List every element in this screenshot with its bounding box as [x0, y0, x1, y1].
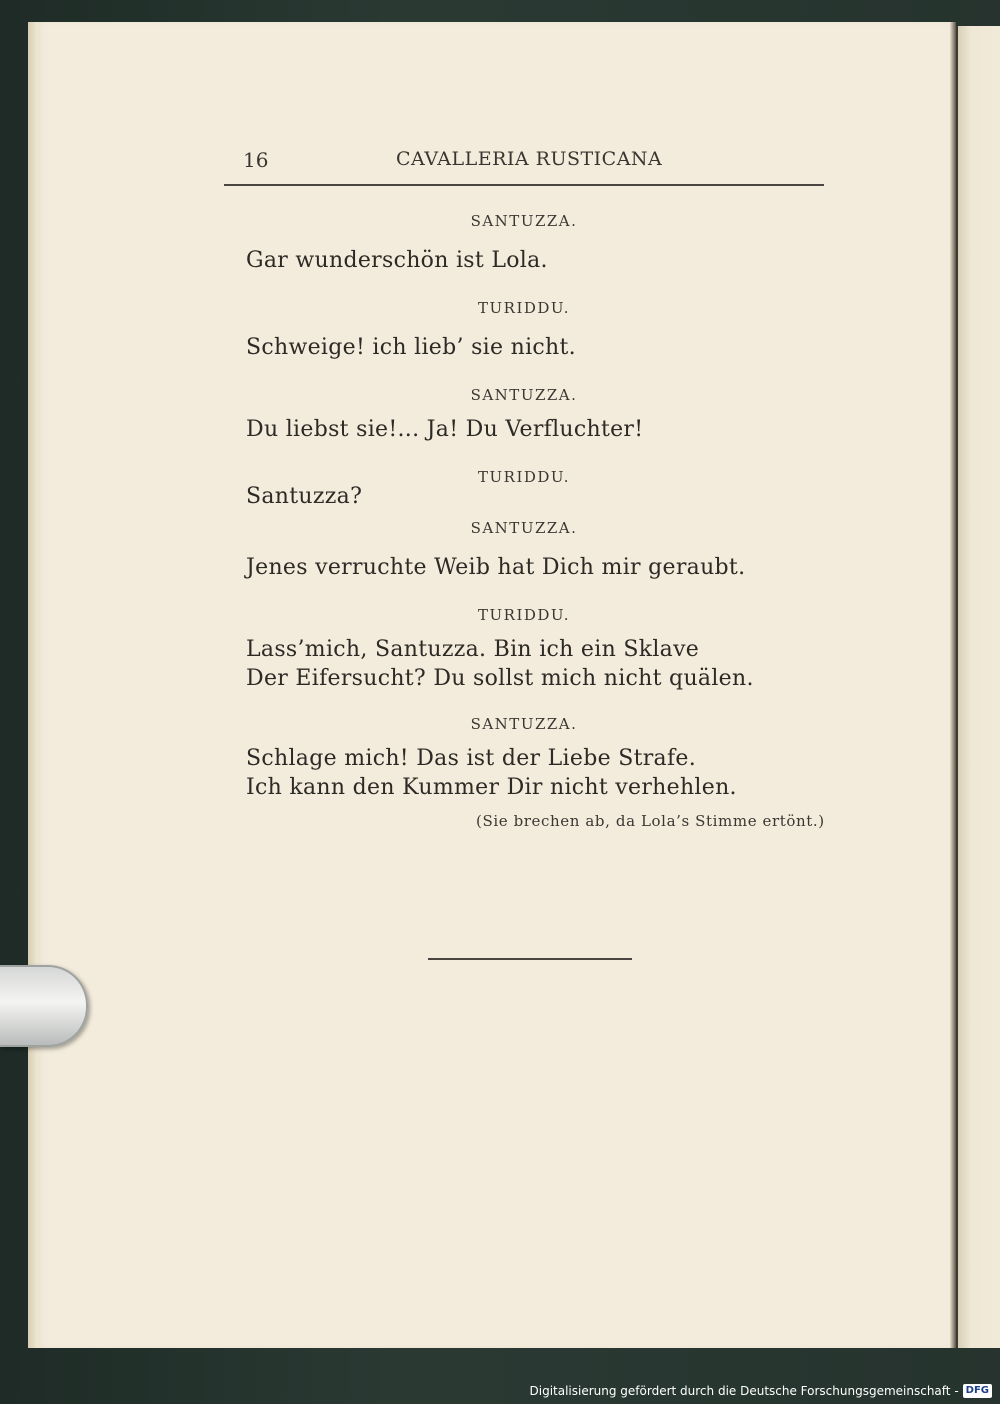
speaker-label: TURIDDU. [478, 468, 570, 486]
running-title: CAVALLERIA RUSTICANA [396, 148, 663, 170]
speaker-label: SANTUZZA. [470, 386, 578, 404]
digitization-credit [530, 1384, 993, 1398]
dialogue-line: Schweige! ich lieb’ sie nicht. [246, 335, 576, 360]
dialogue-line: Ich kann den Kummer Dir nicht verhehlen. [246, 775, 737, 800]
dialogue-line: Jenes verruchte Weib hat Dich mir geraubt. [246, 555, 746, 580]
dfg-logo: DFG [963, 1384, 992, 1398]
speaker-label: TURIDDU. [478, 606, 570, 624]
page-number: 16 [243, 148, 269, 172]
adjacent-page-edge [956, 26, 1000, 1348]
dialogue-line: Du liebst sie!... Ja! Du Verfluchter! [246, 417, 644, 442]
page-right-edge [950, 22, 956, 1348]
speaker-label: SANTUZZA. [470, 715, 578, 733]
credit-text: Digitalisierung gefördert durch die Deutsche Forschungsgemeinschaft - [529, 1384, 959, 1398]
stage-direction: (Sie brechen ab, da Lola’s Stimme ertönt.) [476, 812, 825, 830]
page-gutter [28, 22, 38, 1348]
end-rule [428, 958, 632, 960]
speaker-label: SANTUZZA. [470, 519, 578, 537]
speaker-label: TURIDDU. [478, 299, 570, 317]
dialogue-line: Der Eifersucht? Du sollst mich nicht quälen. [246, 666, 754, 691]
header-rule [224, 184, 824, 186]
dialogue-line: Lass’mich, Santuzza. Bin ich ein Sklave [246, 637, 700, 662]
dialogue-line: Schlage mich! Das ist der Liebe Strafe. [246, 746, 697, 771]
dialogue-line: Gar wunderschön ist Lola. [246, 248, 548, 273]
speaker-label: SANTUZZA. [470, 212, 578, 230]
dialogue-line: Santuzza? [246, 484, 363, 509]
bookmark-tab [0, 965, 88, 1047]
